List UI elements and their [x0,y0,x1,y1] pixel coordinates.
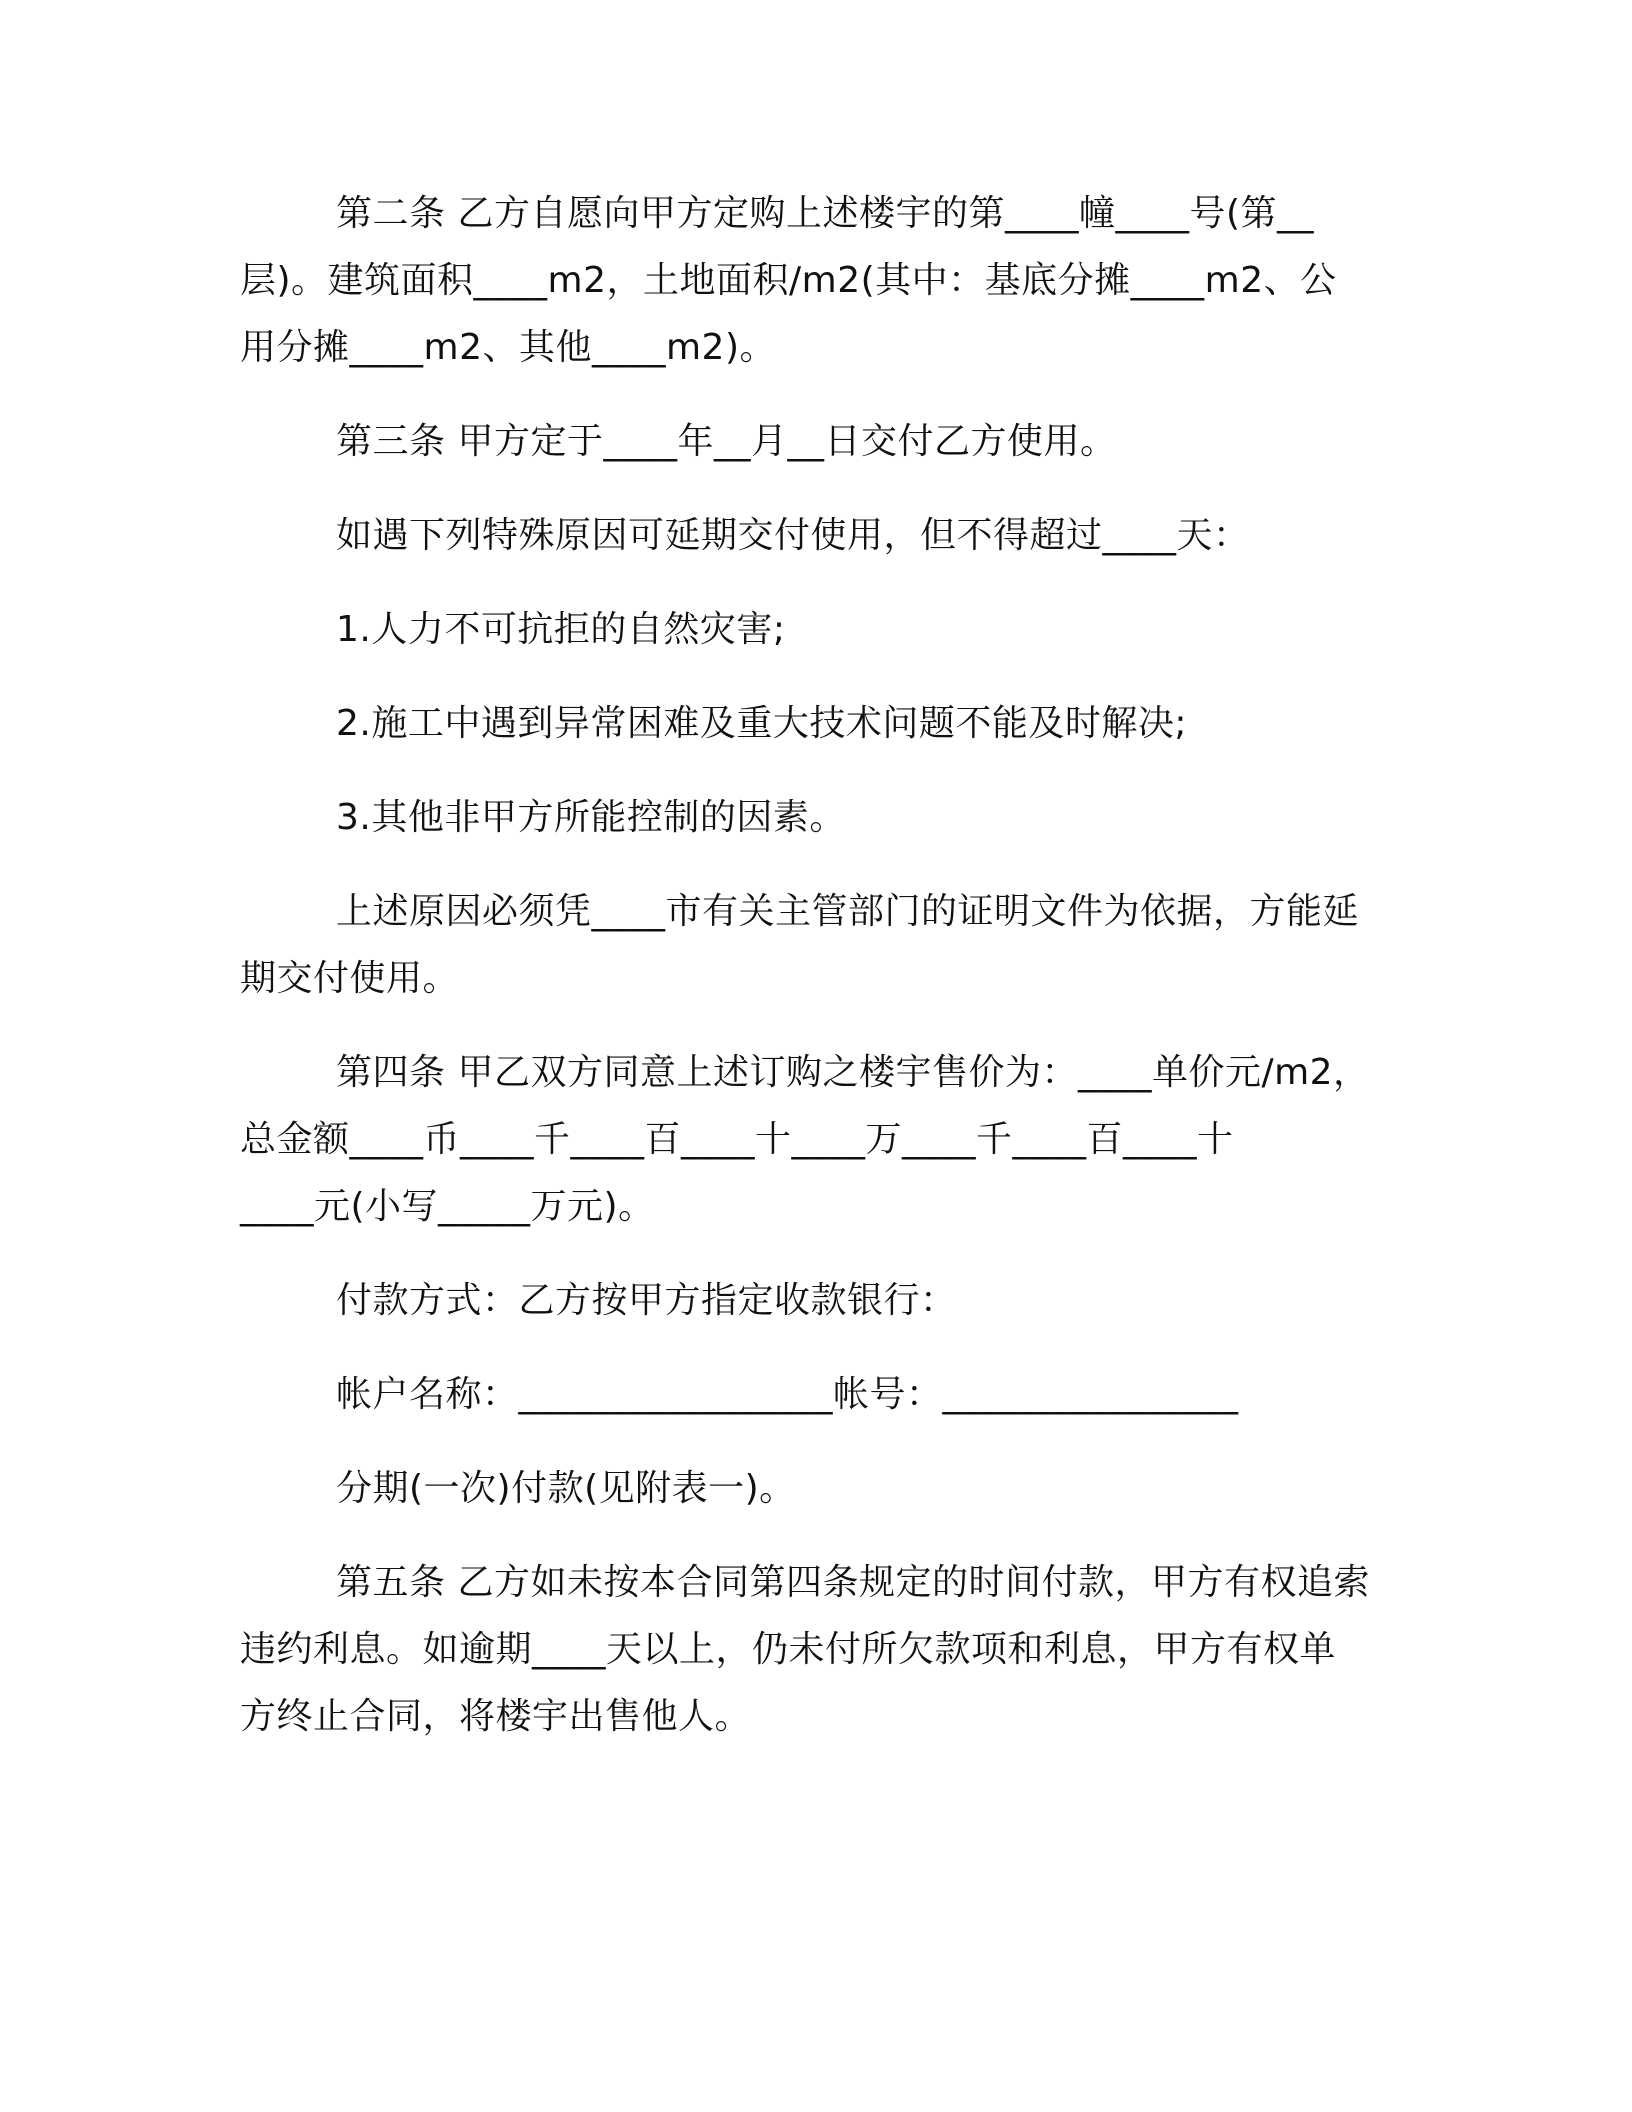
text-line: 1.人力不可抗拒的自然灾害; [336,609,786,650]
text-line: 层)。建筑面积____m2，土地面积/m2(其中：基底分摊____m2、公 [240,260,1337,301]
text-line: 分期(一次)付款(见附表一)。 [336,1468,796,1509]
text-line: 第二条 乙方自愿向甲方定购上述楼宇的第____幢____号(第__ [336,193,1314,234]
installment-paragraph [240,1455,1380,1522]
proof-requirement-paragraph [240,878,1380,1012]
delay-intro-paragraph [240,502,1380,569]
text-line: 第五条 乙方如未按本合同第四条规定的时间付款，甲方有权追索 [336,1562,1370,1603]
text-line: 帐户名称：_________________帐号：________________ [336,1374,1239,1415]
text-line: 上述原因必须凭____市有关主管部门的证明文件为依据，方能延 [336,891,1360,932]
clause-3-paragraph [240,408,1380,475]
text-line: 第三条 甲方定于____年__月__日交付乙方使用。 [336,421,1117,462]
clause-4-paragraph [240,1039,1380,1240]
payment-method-paragraph [240,1267,1380,1334]
delay-reason-2 [240,690,1380,757]
clause-2-paragraph [240,180,1380,381]
text-line: 如遇下列特殊原因可延期交付使用，但不得超过____天： [336,515,1250,556]
text-line: 用分摊____m2、其他____m2)。 [240,327,776,368]
text-line: ____元(小写_____万元)。 [240,1186,655,1227]
text-line: 3.其他非甲方所能控制的因素。 [336,797,846,838]
text-line: 第四条 甲乙双方同意上述订购之楼宇售价为：____单价元/m2， [336,1052,1370,1093]
text-line: 方终止合同，将楼宇出售他人。 [240,1696,752,1737]
account-info-paragraph [240,1361,1380,1428]
text-line: 付款方式：乙方按甲方指定收款银行： [336,1280,957,1321]
delay-reason-3 [240,784,1380,851]
document-body [240,180,1380,1777]
delay-reason-1 [240,596,1380,663]
text-line: 期交付使用。 [240,958,460,999]
clause-5-paragraph [240,1549,1380,1750]
text-line: 违约利息。如逾期____天以上，仍未付所欠款项和利息，甲方有权单 [240,1629,1337,1670]
text-line: 2.施工中遇到异常困难及重大技术问题不能及时解决; [336,703,1187,744]
text-line: 总金额____币____千____百____十____万____千____百____十 [240,1119,1234,1160]
